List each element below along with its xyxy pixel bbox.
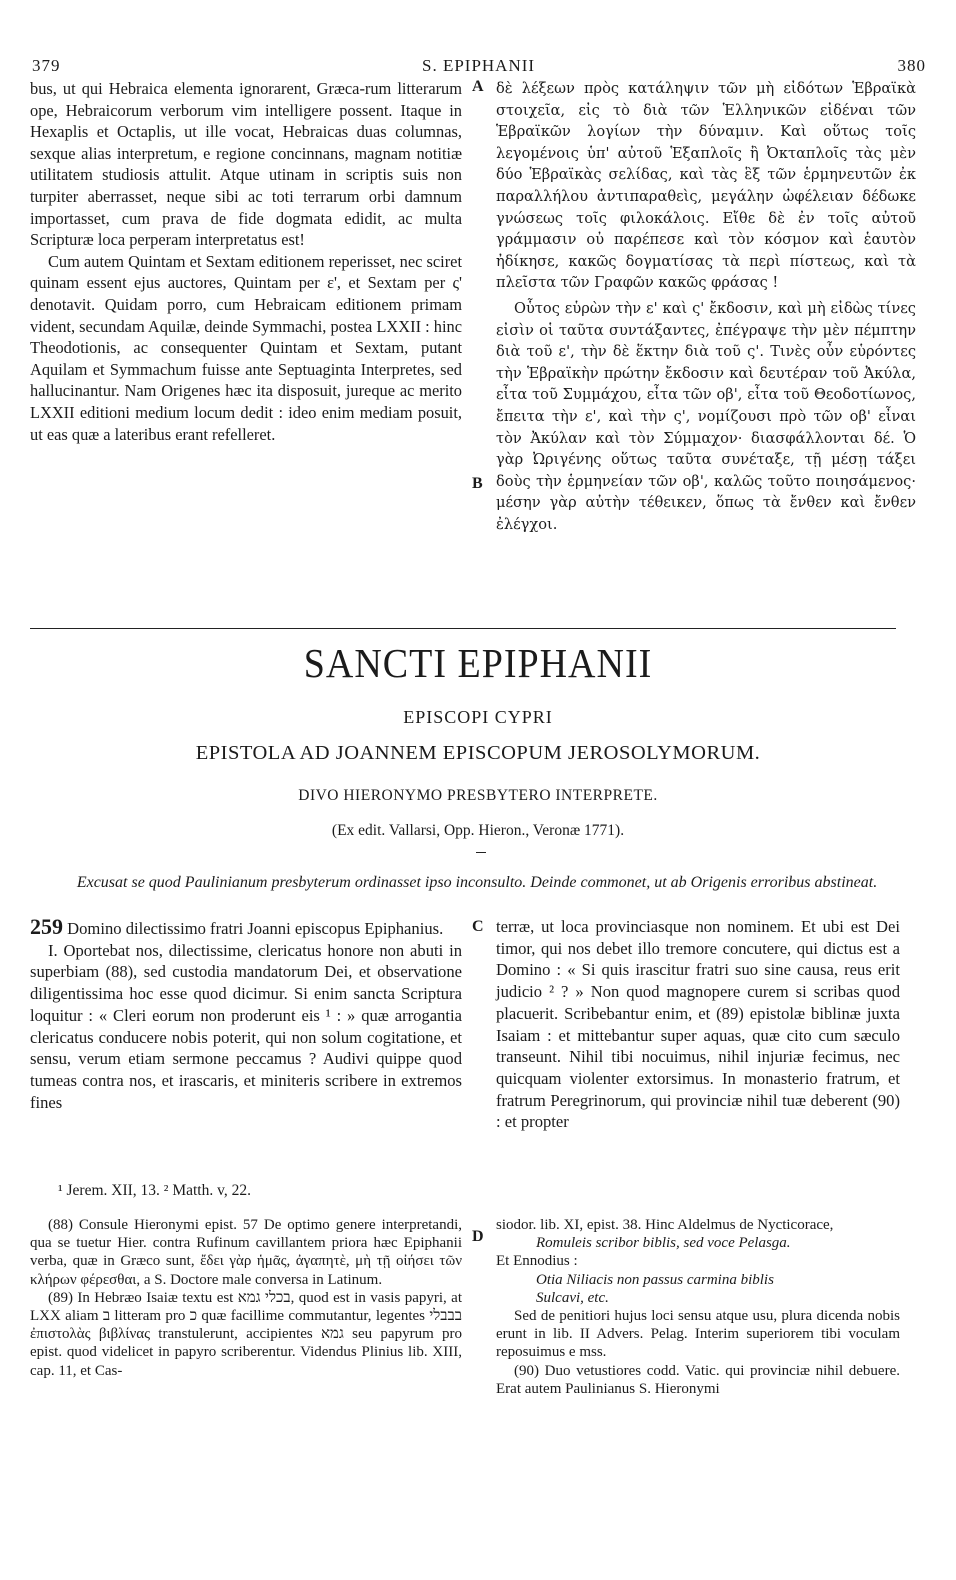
verse-line: Romuleis scribor biblis, sed voce Pelasga. — [536, 1235, 791, 1252]
salutation: Domino dilectissimo fratri Joanni episcopus Epiphanius. — [67, 919, 444, 938]
running-title: S. EPIPHANII — [422, 56, 536, 75]
left-page-number: 379 — [32, 56, 61, 75]
note-90: (90) Duo vetustiores codd. Vatic. qui provinciæ nihil debuere. Erat autem Paulinianus S. Hieronymi — [496, 1362, 900, 1397]
verse-line: Sulcavi, etc. — [536, 1289, 609, 1306]
edition-source: (Ex edit. Vallarsi, Opp. Hieron., Veronæ 1771). — [331, 822, 625, 839]
greek-column-top — [496, 78, 916, 535]
notes-column-right — [496, 1216, 900, 1398]
letter-heading: EPISTOLA AD JOANNEM EPISCOPUM JEROSOLYMORUM. — [195, 742, 761, 764]
title-subtitle: EPISCOPI CYPRI — [403, 707, 553, 727]
section-marker-a: A — [472, 78, 484, 95]
letter-title: SANCTI EPIPHANII — [303, 641, 653, 687]
title-dash — [476, 852, 486, 853]
letter-column-right — [496, 916, 900, 1133]
latin-paragraph: Cum autem Quintam et Sextam editionem reperisset, nec sciret quinam essent ejus auctores, Quintam per ε', et Sextam per ς' denotavit. Quidam porro, cum Hebraicam editionem primam vident, secundam Aquilæ, deinde Symmachi, postea LXXII : hinc Theodotionis, ac consequenter Quintam et Sextam, putant Aquilam et Symmachum fuisse ante Septuaginta Interpretes, sed hallucinantur. Nam Origenes hæc ita disposuit, jureque ac merito LXXII editioni medium locum dedit : ideo enim mediam posuit, ut eas quæ a lateribus erant refelleret. — [30, 251, 462, 444]
letter-column-left — [30, 916, 462, 1113]
marginal-page-number: 259 — [30, 914, 63, 939]
section-marker-c: C — [472, 918, 484, 935]
note-88: (88) Consule Hieronymi epist. 57 De optimo genere interpretandi, qua se tuetur Hier. contra Rufinum cavillantem priora hæc Epiphanii verba, quæ in Græco sunt, ἔδει γὰρ ἡμᾶς, ἀγαπητὲ, μὴ τῇ οἰήσει τῶν κλήρων φέρεσθαι, a S. Doctore male conversa in Latinum. — [30, 1217, 462, 1288]
notes-column-left — [30, 1216, 462, 1380]
note-text: Et Ennodius : — [496, 1253, 578, 1270]
note-89-continued: siodor. lib. XI, epist. 38. Hinc Aldelmus de Nycticorace, — [496, 1217, 834, 1233]
greek-paragraph: δὲ λέξεων πρὸς κατάληψιν τῶν μὴ εἰδότων Ἑβραϊκὰ στοιχεῖα, εἰς τὸ διὰ τῶν Ἑλληνικῶν εἰδέναι τῶν Ἑβραϊκῶν λογίων τὴν δύναμιν. Καὶ οὕτως τοῖς λεγομένοις ὑπ' αὐτοῦ Ἑξαπλοῖς ἢ Ὀκταπλοῖς τὰς μὲν δύο Ἑβραϊκὰς σελίδας, καὶ τὰς ἓξ τῶν ἑρμηνευτῶν ἐκ παραλλήλου ἀντιπαραθεὶς, μεγάλην ὠφέλειαν δέδωκε γνώσεως τοῖς φιλοκάλοις. Εἴθε δὲ ἐν τοῖς αὐτοῦ γράμμασιν οὐ παρέπεσε καὶ τὸν κόσμον καὶ ἑαυτὸν ἠδίκησε, κακῶς δογματίσας τὰ περὶ πίστεως, καὶ τὰ πλεῖστα τῶν Γραφῶν κακῶς φράσας ! — [496, 80, 916, 292]
right-page-number: 380 — [897, 56, 926, 75]
letter-summary: Excusat se quod Paulinianum presbyterum ordinasset ipso inconsulto. Deinde commonet, ut ab Origenis erroribus abstineat. — [76, 874, 878, 891]
section-marker-b: B — [472, 475, 483, 492]
note-text: Sed de penitiori hujus loci sensu atque usu, plura dicenda nobis erunt in lib. II Advers. Pelag. Interim superiorem tibi voculam reposuimus e mss. — [496, 1308, 900, 1361]
letter-paragraph: terræ, ut loca provinciasque non nominem. Et ubi est Dei timor, qui nos debet illo tremore concutere, qui dictus est a Domino : « Si quis irascitur fratri suo sine causa, reus erit judicio ² ? » Non quod magnopere curem si scribas quod placuerit. Scribebantur enim, et (89) epistolæ biblinæ juxta Isaiam : et mittebantur super aquas, quæ cito cum sæculo transeunt. Nihil tibi nocuimus, nihil injuriæ fecimus, nec quicquam violenter extorsimus. In monasterio fratrum, et fratrum Peregrinorum, qui provinciæ nihil tuæ deberent (90) : et propter — [496, 917, 900, 1132]
scripture-references: ¹ Jerem. XII, 13. ² Matth. v, 22. — [58, 1182, 251, 1199]
running-head — [30, 56, 926, 80]
note-89: (89) In Hebræo Isaiæ textu est בכלי גמא, quod est in vasis papyri, at LXX aliam ב litteram pro כ quæ facillime commutantur, legentes בבבלי ἐπιστολὰς βιβλίνας transtulerunt, accipientes גמא seu papyrum pro epist. quod videlicet in papyro scriberentur. Videndus Plinius lib. XIII, cap. 11, et Cas- — [30, 1289, 463, 1379]
verse-line: Otia Niliacis non passus carmina biblis — [536, 1271, 774, 1288]
letter-paragraph: I. Oportebat nos, dilectissime, clericatus honore non abuti in superbiam (88), sed custodia mandatorum Dei, et observatione diligentissima hoc esse quod dicimur. Si enim sancta Scriptura loquitur : « Cleri eorum non proderunt eis ¹ : » quæ arrogantia clericatus conducere nobis poterit, qui non solum cogitatione, et sensu, verum etiam sermone peccamus ? Audivi quippe quod tumeas contra nos, et irascaris, et miniteris scribere in extremos fines — [30, 940, 462, 1112]
translator-line: DIVO HIERONYMO PRESBYTERO INTERPRETE. — [298, 787, 658, 804]
latin-paragraph: bus, ut qui Hebraica elementa ignorarent, Græca-rum litterarum ope, Hebraicorum verborum vim intelligere possent. Itaque in Hexaplis et Octaplis, ut ille vocat, Hebraicas duas columnas, sexque alias interpretum, e regione concinnans, magnam notitiæ utilitatem studiosis attulit. Atque utinam in scriptis suis non turpiter aberrasset, neque sibi ac toti terrarum orbi damnum importasset, cum prava de fide dogmata edidit, ac multa Scripturæ loca perperam interpretatus est! — [30, 79, 462, 250]
latin-column-top — [30, 78, 462, 445]
section-marker-d: D — [472, 1228, 484, 1245]
greek-paragraph: Οὗτος εὑρὼν τὴν ε' καὶ ς' ἔκδοσιν, καὶ μὴ εἰδὼς τίνες εἰσὶν οἱ ταῦτα συντάξαντες, ἐπέγραψε τὴν μὲν πέμπτην διὰ τοῦ ε', τὴν δὲ ἕκτην διὰ τοῦ ς'. Τινὲς οὖν εὑρόντες τὴν Ἑβραϊκὴν πρώτην ἔκδοσιν καὶ δευτέραν τοῦ Ἀκύλα, εἶτα τοῦ Συμμάχου, εἶτα τῶν οβ', εἶτα τοῦ Θεοδοτίωνος, ἔπειτα τὴν ε', καὶ τὴν ς', νομίζουσι πρὸ τῶν οβ' εἶναι τὸν Ἀκύλαν καὶ τὸν Σύμμαχον· διασφάλλονται δέ. Ὁ γὰρ Ὠριγένης οὕτως ταῦτα συνέταξε, τῇ μέσῃ τάξει δοὺς τὴν ἑρμηνείαν τῶν οβ', καλῶς τοῦτο ποιησάμενος· μέσην γὰρ αὐτὴν τέθεικεν, ὅπως τὰ ἔνθεν καὶ ἔνθεν ἐλέγχοι. — [496, 299, 916, 533]
section-divider — [30, 628, 896, 629]
